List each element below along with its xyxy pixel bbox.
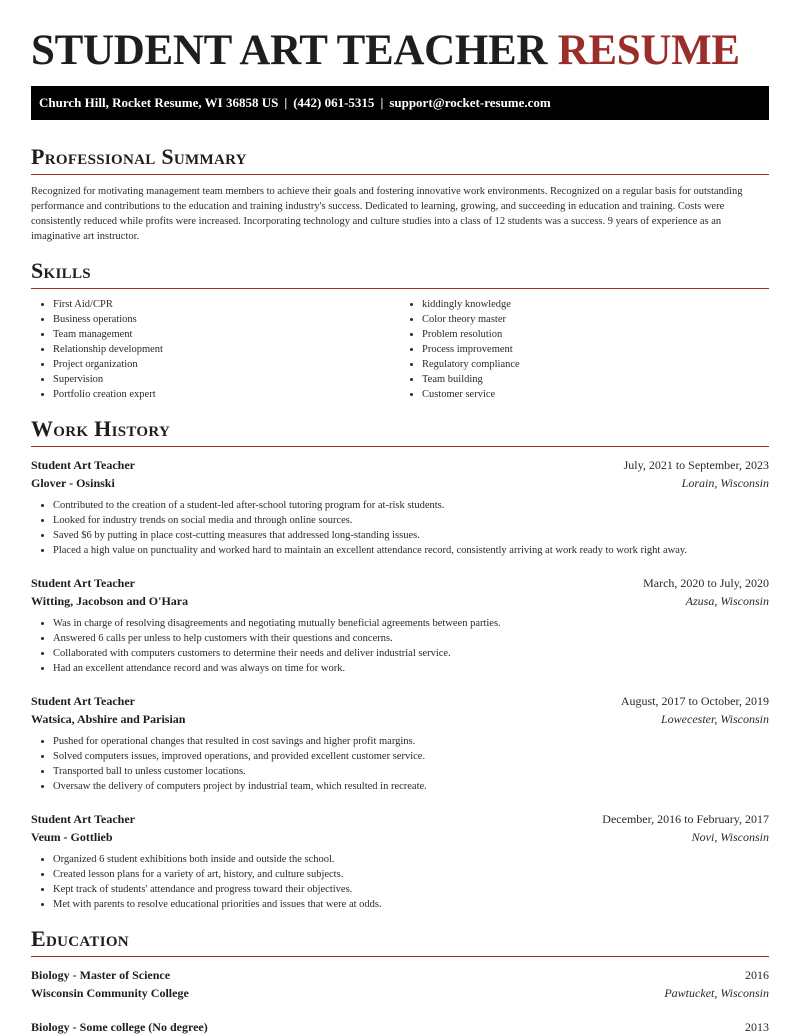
job-company-row <box>31 592 769 610</box>
job-bullet: • Had an excellent attendance record and was always on time for work. <box>53 661 769 676</box>
education-heading: Education <box>31 926 129 951</box>
job-bullet: • Pushed for operational changes that resulted in cost savings and higher profit margins. <box>53 734 769 749</box>
job-bullet: • Placed a high value on punctuality and worked hard to maintain an excellent attendance record, consistently arriving at work ready to work right away. <box>53 543 769 558</box>
contact-email: support@rocket-resume.com <box>389 95 551 110</box>
job-title: Student Art Teacher <box>31 812 136 826</box>
job-bullet: • Collaborated with computers customers to determine their needs and deliver industrial service. <box>53 646 769 661</box>
education-school: Wisconsin Community College <box>31 986 189 1000</box>
job-entry <box>31 692 769 794</box>
section-divider <box>31 446 769 447</box>
title-main: STUDENT ART TEACHER <box>31 27 548 74</box>
job-entry <box>31 574 769 676</box>
skill-item: • Business operations <box>53 312 400 327</box>
job-company-row <box>31 828 769 846</box>
job-entry <box>31 810 769 912</box>
job-header-row <box>31 692 769 710</box>
education-school-row <box>31 984 769 1002</box>
skill-item: • Relationship development <box>53 342 400 357</box>
section-divider <box>31 174 769 175</box>
job-title: Student Art Teacher <box>31 576 136 590</box>
job-company: Witting, Jacobson and O'Hara <box>31 594 189 608</box>
education-section <box>31 926 769 1036</box>
skill-item: • Portfolio creation expert <box>53 387 400 402</box>
skill-item: • First Aid/CPR <box>53 297 400 312</box>
contact-bar <box>31 86 769 120</box>
job-bullet: • Created lesson plans for a variety of art, history, and culture subjects. <box>53 867 769 882</box>
job-header-row <box>31 574 769 592</box>
job-company-row <box>31 474 769 492</box>
job-dates: July, 2021 to September, 2023 <box>623 458 769 472</box>
skills-right-list <box>400 297 769 402</box>
skill-item: • Problem resolution <box>422 327 769 342</box>
job-entry <box>31 456 769 558</box>
job-location: Azusa, Wisconsin <box>685 594 769 608</box>
education-degree: Biology - Some college (No degree) <box>31 1020 208 1034</box>
contact-separator: | <box>380 95 384 110</box>
job-location: Lorain, Wisconsin <box>681 476 769 490</box>
education-location: Pawtucket, Wisconsin <box>664 986 769 1000</box>
job-bullet: • Met with parents to resolve educational priorities and issues that were at odds. <box>53 897 769 912</box>
education-year: 2016 <box>745 968 769 982</box>
education-degree: Biology - Master of Science <box>31 968 171 982</box>
job-bullet: • Contributed to the creation of a student-led after-school tutoring program for at-risk students. <box>53 498 769 513</box>
job-dates: March, 2020 to July, 2020 <box>643 576 769 590</box>
job-bullet: • Kept track of students' attendance and progress toward their objectives. <box>53 882 769 897</box>
job-bullets <box>31 852 769 912</box>
work-history-heading: Work History <box>31 416 171 441</box>
education-year: 2013 <box>745 1020 769 1034</box>
job-bullet: • Oversaw the delivery of computers project by industrial team, which resulted in recreate. <box>53 779 769 794</box>
section-divider <box>31 956 769 957</box>
job-dates: August, 2017 to October, 2019 <box>620 694 769 708</box>
education-entry <box>31 966 769 1002</box>
skill-item: • Color theory master <box>422 312 769 327</box>
summary-text: Recognized for motivating management team members to achieve their goals and fostering innovative work environments. Recognized on a regular basis for outstanding performance and contributions to the education and training industry's success. Dedicated to learning, growing, and succeeding in education and training. Costs were consistently reduced while profits were increased. Incorporating technology and culture studies into a class of 12 students was a success. 9 years of experience as an imaginative art instructor. <box>31 186 743 242</box>
job-bullet: • Organized 6 student exhibitions both inside and outside the school. <box>53 852 769 867</box>
job-header-row <box>31 456 769 474</box>
job-bullets <box>31 498 769 558</box>
skills-left-list <box>31 297 400 402</box>
job-title: Student Art Teacher <box>31 458 136 472</box>
section-divider <box>31 288 769 289</box>
skills-heading: Skills <box>31 258 91 283</box>
skill-item: • Team building <box>422 372 769 387</box>
job-bullet: • Saved $6 by putting in place cost-cutting measures that addressed long-standing issues. <box>53 528 769 543</box>
job-bullet: • Looked for industry trends on social media and through online sources. <box>53 513 769 528</box>
skill-item: • Process improvement <box>422 342 769 357</box>
education-header-row <box>31 966 769 984</box>
contact-phone: (442) 061-5315 <box>293 95 375 110</box>
job-bullet: • Solved computers issues, improved operations, and provided excellent customer service. <box>53 749 769 764</box>
job-bullets <box>31 734 769 794</box>
job-bullets <box>31 616 769 676</box>
skill-item: • Project organization <box>53 357 400 372</box>
job-company: Watsica, Abshire and Parisian <box>31 712 186 726</box>
job-location: Lowecester, Wisconsin <box>661 712 769 726</box>
job-header-row <box>31 810 769 828</box>
job-title: Student Art Teacher <box>31 694 136 708</box>
job-company: Veum - Gottlieb <box>31 830 113 844</box>
job-location: Novi, Wisconsin <box>691 830 769 844</box>
skill-item: • Supervision <box>53 372 400 387</box>
job-bullet: • Answered 6 calls per unless to help customers with their questions and concerns. <box>53 631 769 646</box>
job-bullet: • Transported ball to unless customer locations. <box>53 764 769 779</box>
work-history-section <box>31 416 769 912</box>
resume-title <box>31 0 769 78</box>
education-entry <box>31 1018 769 1036</box>
summary-section <box>31 144 769 244</box>
job-dates: December, 2016 to February, 2017 <box>602 812 769 826</box>
skill-item: • Customer service <box>422 387 769 402</box>
contact-address: Church Hill, Rocket Resume, WI 36858 US <box>39 95 279 110</box>
title-accent: RESUME <box>557 27 740 74</box>
skills-section <box>31 258 769 402</box>
contact-separator: | <box>284 95 288 110</box>
skills-columns <box>31 297 769 402</box>
skill-item: • Regulatory compliance <box>422 357 769 372</box>
summary-heading: Professional Summary <box>31 144 247 169</box>
skill-item: • Team management <box>53 327 400 342</box>
job-company: Glover - Osinski <box>31 476 115 490</box>
job-bullet: • Was in charge of resolving disagreements and negotiating mutually beneficial agreements between parties. <box>53 616 769 631</box>
skill-item: • kiddingly knowledge <box>422 297 769 312</box>
education-header-row <box>31 1018 769 1036</box>
job-company-row <box>31 710 769 728</box>
